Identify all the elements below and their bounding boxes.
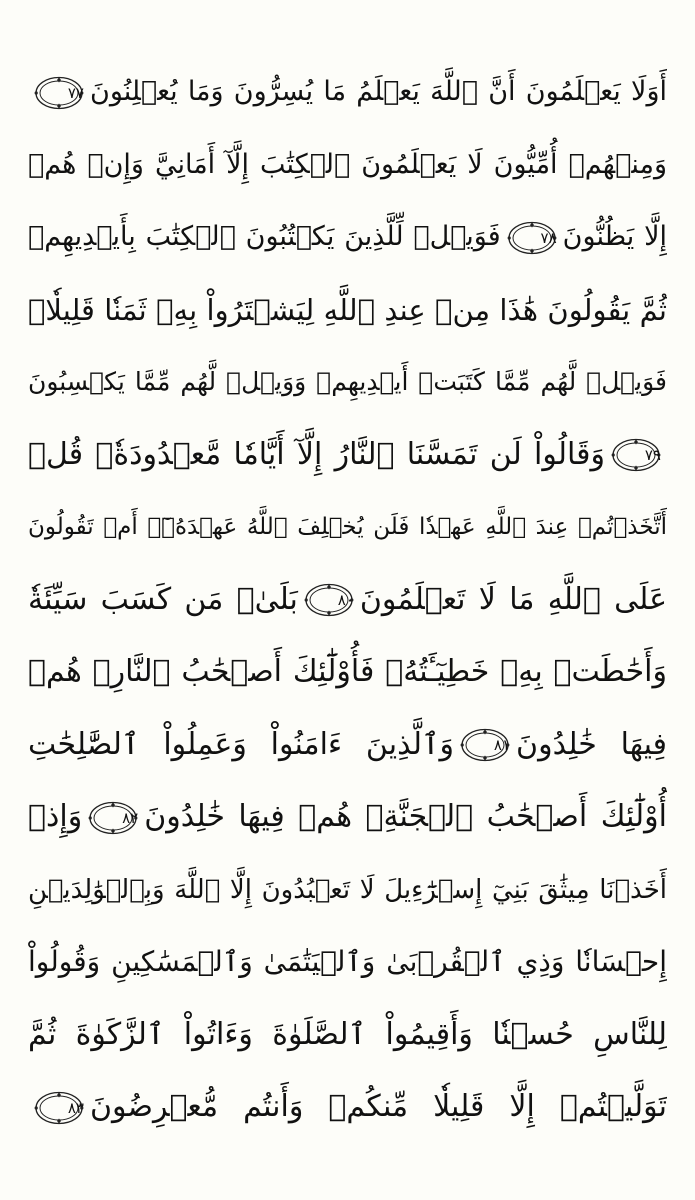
- verse-line: [28, 56, 667, 129]
- verse-text-segment: وَمِنۡهُمۡ أُمِّيُّونَ لَا يَعۡلَمُونَ ٱلۡكِتَٰبَ إِلَّآ أَمَانِيَّ وَإِنۡ هُمۡ: [28, 148, 667, 180]
- ayah-number: ٧٧: [67, 83, 84, 102]
- verse-line: [28, 854, 667, 927]
- verse-line: [28, 129, 667, 202]
- ayah-number-marker: [34, 76, 84, 110]
- verse-text-segment: وَقَالُواْ لَن تَمَسَّنَا ٱلنَّارُ إِلَّآ أَيَّامٗا مَّعۡدُودَةٗۚ قُلۡ: [28, 436, 605, 472]
- verse-text-segment: أَتَّخَذۡتُمۡ عِندَ ٱللَّهِ عَهۡدٗا فَلَن يُخۡلِفَ ٱللَّهُ عَهۡدَهُۥٓۖ أَمۡ تَقُولُونَ: [28, 514, 667, 540]
- ayah-number-marker: [34, 1091, 84, 1125]
- verse-text-segment: إِلَّا يَظُنُّونَ: [562, 221, 667, 252]
- verse-line: [28, 564, 667, 637]
- ayah-number-marker: [88, 801, 138, 835]
- verse-text-segment: بَلَىٰۚ مَن كَسَبَ سَيِّئَةٗ: [28, 581, 298, 617]
- verse-line: [28, 201, 667, 274]
- verse-text-segment: فَوَيۡلٞ لَّهُم مِّمَّا كَتَبَتۡ أَيۡدِيهِمۡ وَوَيۡلٞ لَّهُم مِّمَّا يَكۡسِبُونَ: [28, 367, 667, 396]
- verse-text-segment: إِحۡسَانٗا وَذِي ٱلۡقُرۡبَىٰ وَٱلۡيَتَٰمَىٰ وَٱلۡمَسَٰكِينِ وَقُولُواْ: [28, 945, 667, 978]
- verse-line: [28, 781, 667, 854]
- ayah-number: ٧٩: [644, 446, 661, 464]
- verse-text-segment: أَوَلَا يَعۡلَمُونَ أَنَّ ٱللَّهَ يَعۡلَمُ مَا يُسِرُّونَ وَمَا يُعۡلِنُونَ: [90, 76, 667, 107]
- ayah-number: ٨١: [493, 736, 511, 754]
- verse-text-segment: وَإِذۡ: [28, 799, 83, 834]
- verse-text-segment: لِلنَّاسِ حُسۡنٗا وَأَقِيمُواْ ٱلصَّلَوٰةَ وَءَاتُواْ ٱلزَّكَوٰةَ ثُمَّ: [28, 1016, 667, 1052]
- verse-line: [28, 491, 667, 564]
- verse-line: [28, 419, 667, 492]
- verse-text-segment: فَوَيۡلٞ لِّلَّذِينَ يَكۡتُبُونَ ٱلۡكِتَٰبَ بِأَيۡدِيهِمۡ: [28, 221, 501, 252]
- verse-text-segment: وَٱلَّذِينَ ءَامَنُواْ وَعَمِلُواْ ٱلصَّٰلِحَٰتِ: [28, 726, 455, 762]
- ayah-number: ٧٨: [540, 228, 557, 247]
- ayah-number-marker: [304, 583, 354, 617]
- verse-line: [28, 709, 667, 782]
- ayah-number: ٨٠: [337, 591, 354, 609]
- ayah-number: ٨٢: [122, 808, 139, 827]
- verse-text-segment: أُوْلَٰٓئِكَ أَصۡحَٰبُ ٱلۡجَنَّةِۖ هُمۡ فِيهَا خَٰلِدُونَ: [144, 799, 667, 834]
- verse-text-segment: عَلَى ٱللَّهِ مَا لَا تَعۡلَمُونَ: [359, 581, 667, 617]
- verse-text-segment: أَخَذۡنَا مِيثَٰقَ بَنِيٓ إِسۡرَٰٓءِيلَ لَا تَعۡبُدُونَ إِلَّا ٱللَّهَ وَبِٱلۡوَٰلِدَيۡنِ: [28, 874, 667, 905]
- ayah-number: ٨٣: [67, 1098, 84, 1117]
- verse-line: [28, 636, 667, 709]
- verse-line: [28, 346, 667, 419]
- verse-line: [28, 274, 667, 347]
- verse-text-segment: فِيهَا خَٰلِدُونَ: [516, 726, 667, 762]
- verse-line: [28, 999, 667, 1072]
- ayah-number-marker: [507, 221, 557, 255]
- ayah-number-marker: [460, 728, 510, 762]
- verse-text-segment: ثُمَّ يَقُولُونَ هَٰذَا مِنۡ عِندِ ٱللَّهِ لِيَشۡتَرُواْ بِهِۦ ثَمَنٗا قَلِيلٗاۖ: [28, 292, 667, 327]
- verse-lines: [28, 56, 667, 1144]
- verse-line: [28, 926, 667, 999]
- verse-text-segment: وَأَحَٰطَتۡ بِهِۦ خَطِيٓـَٔتُهُۥ فَأُوْلَٰٓئِكَ أَصۡحَٰبُ ٱلنَّارِۖ هُمۡ: [28, 654, 667, 689]
- verse-line: [28, 1071, 667, 1144]
- verse-text-segment: تَوَلَّيۡتُمۡ إِلَّا قَلِيلٗا مِّنكُمۡ وَأَنتُم مُّعۡرِضُونَ: [90, 1089, 667, 1124]
- ayah-number-marker: [611, 438, 661, 472]
